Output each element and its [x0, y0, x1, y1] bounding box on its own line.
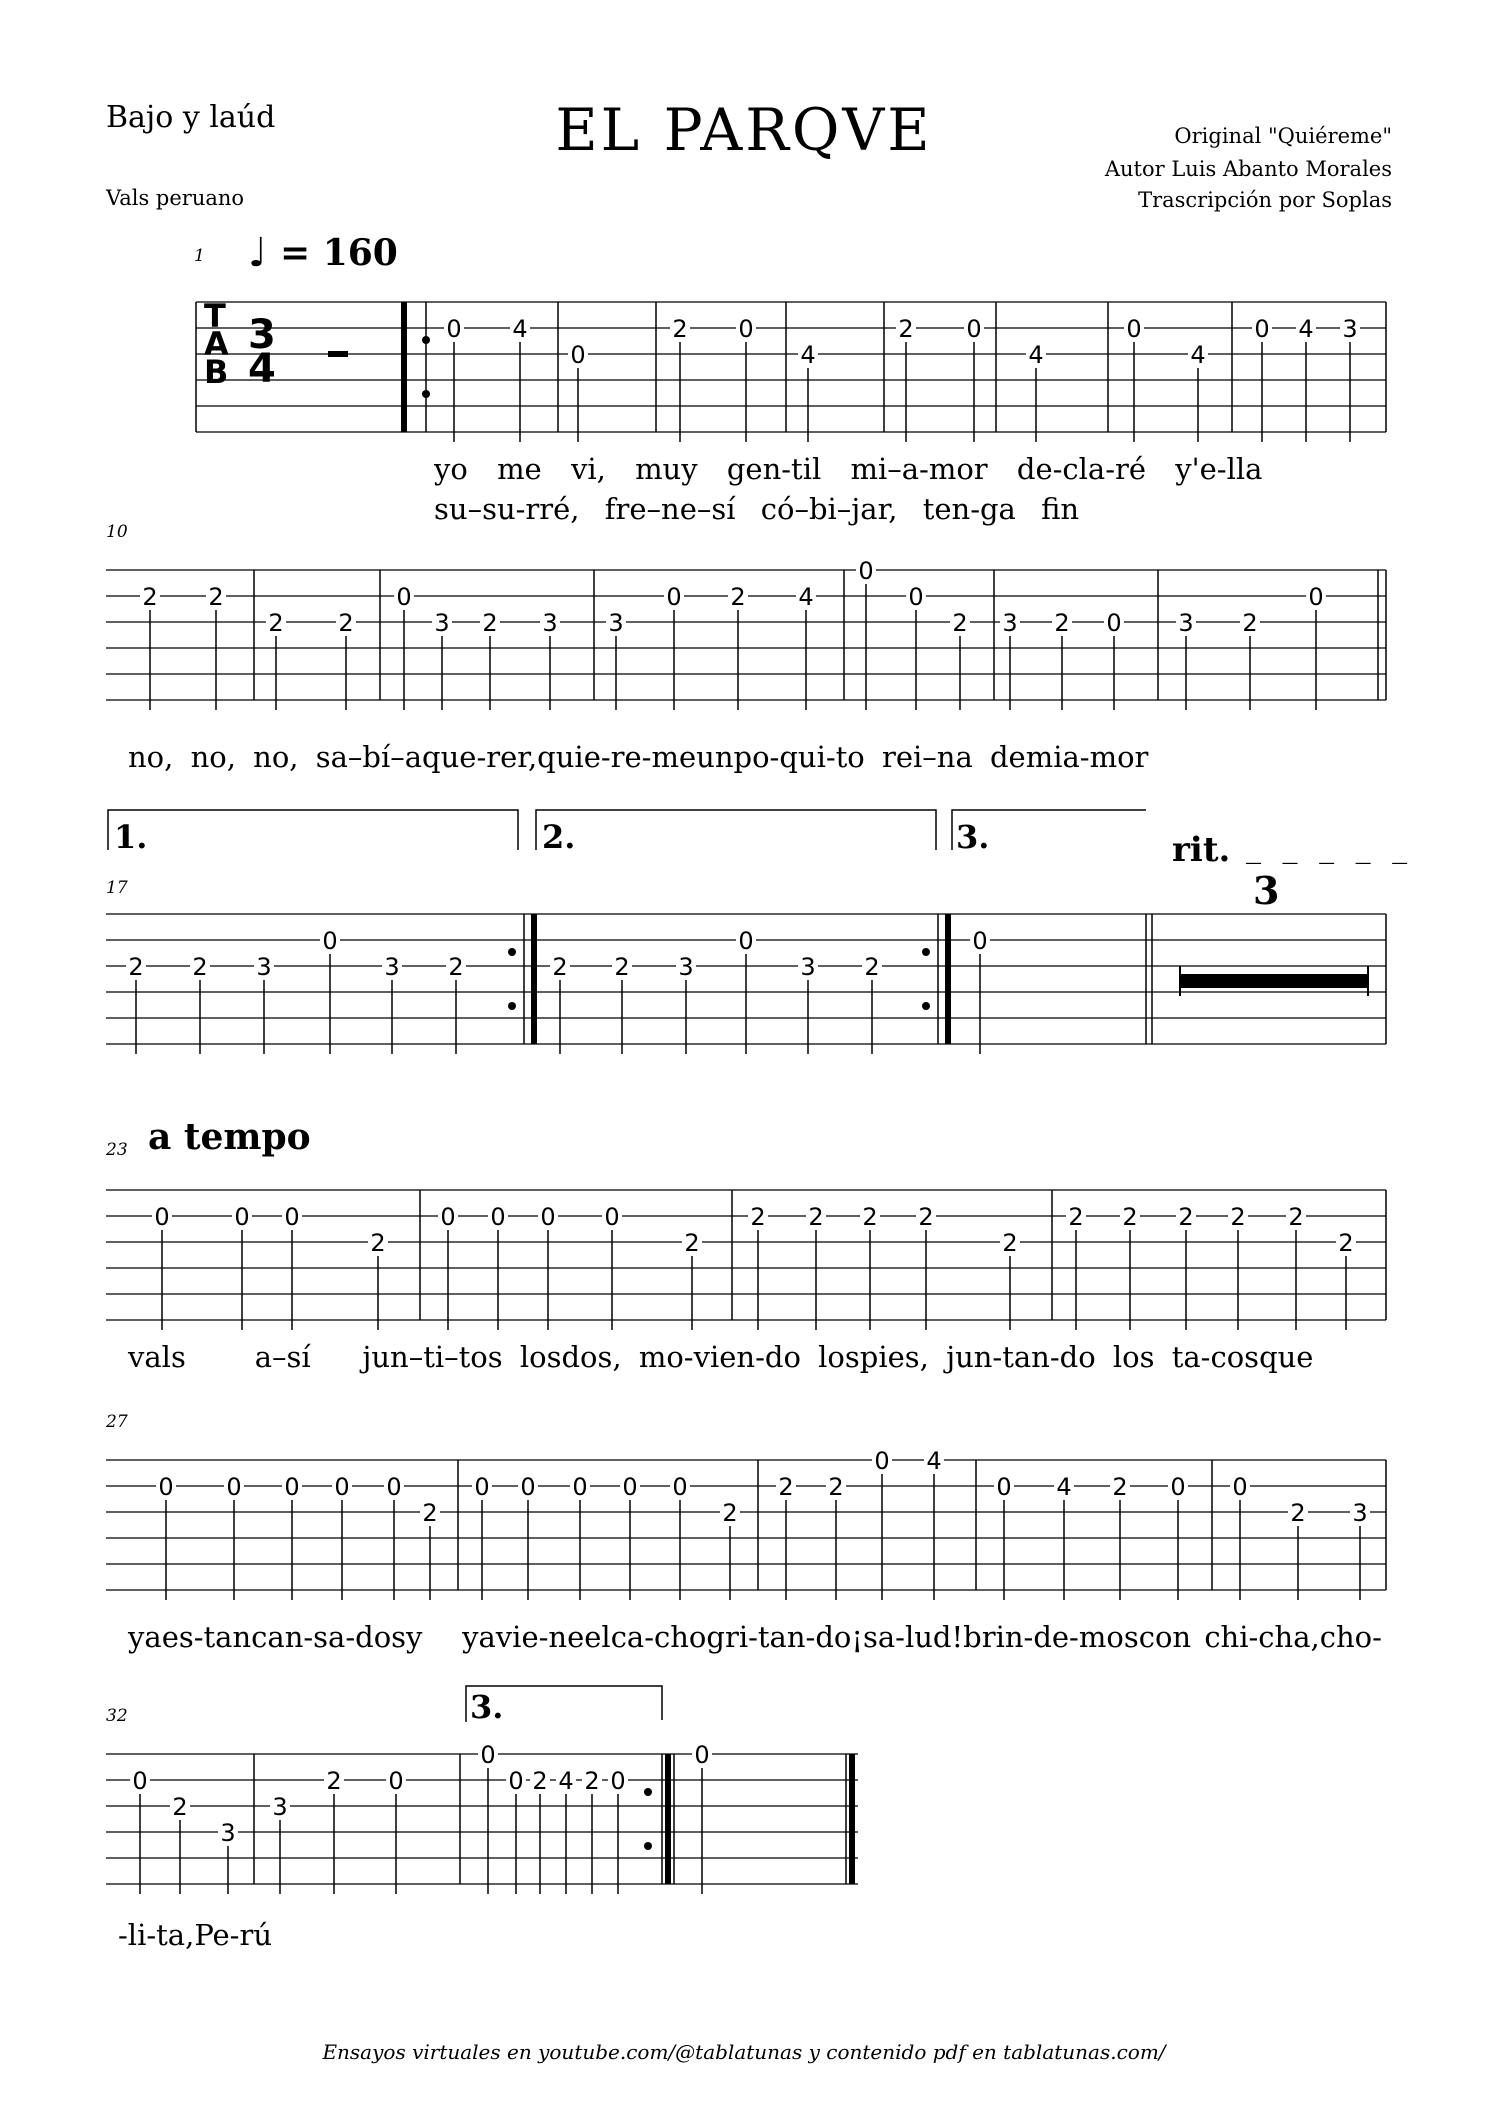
fret-number: 0	[666, 583, 682, 611]
fret-number: 2	[862, 1203, 878, 1231]
fret-number: 3	[542, 609, 558, 637]
fret-number: 2	[338, 609, 354, 637]
fret-number: 3	[608, 609, 624, 637]
tab-clef-b: B	[204, 353, 229, 391]
fret-number: 2	[808, 1203, 824, 1231]
fret-number: 2	[1178, 1203, 1194, 1231]
tuplet-number: 3	[1253, 868, 1280, 913]
measure-number: 32	[106, 1706, 128, 1726]
quarter-note-icon: ♩	[248, 230, 267, 276]
lyrics-system-5: yaes-tancan-sa-dosy yavie-neelca-chogri-tan-do¡sa-lud!brin-de-moscon chi-cha,cho-	[128, 1620, 1382, 1654]
fret-number: 0	[738, 927, 754, 955]
fret-number: 0	[996, 1473, 1012, 1501]
fret-number: 2	[422, 1499, 438, 1527]
fret-number: 3	[384, 953, 400, 981]
fret-number: 3	[678, 953, 694, 981]
measure-number: 27	[106, 1412, 128, 1432]
fret-number: 2	[864, 953, 880, 981]
page-title: EL PARQVE	[555, 96, 933, 164]
fret-number: 0	[132, 1767, 148, 1795]
fret-number: 2	[952, 609, 968, 637]
fret-number: 0	[622, 1473, 638, 1501]
fret-number: 2	[448, 953, 464, 981]
fret-number: 3	[1352, 1499, 1368, 1527]
fret-number: 3	[800, 953, 816, 981]
fret-number: 0	[908, 583, 924, 611]
fret-number: 3	[1342, 315, 1358, 343]
fret-number: 3	[272, 1793, 288, 1821]
fret-number: 0	[284, 1203, 300, 1231]
ending-label: 2.	[542, 818, 576, 856]
fret-number: 0	[396, 583, 412, 611]
fret-number: 3	[220, 1819, 236, 1847]
fret-number: 2	[370, 1229, 386, 1257]
fret-number: 2	[1338, 1229, 1354, 1257]
fret-number: 4	[512, 315, 528, 343]
fret-number: 0	[508, 1767, 524, 1795]
fret-number: 2	[672, 315, 688, 343]
fret-number: 0	[738, 315, 754, 343]
fret-number: 0	[1232, 1473, 1248, 1501]
fret-number: 0	[1170, 1473, 1186, 1501]
fret-number: 0	[388, 1767, 404, 1795]
fret-number: 0	[874, 1447, 890, 1475]
lyrics-system-1-line-1: yo me vi, muy gen-til mi–a-mor de-cla-ré y'e-lla	[434, 452, 1263, 486]
barlines-system-2	[254, 570, 1386, 700]
fret-number: 3	[1002, 609, 1018, 637]
tempo-marking: = 160	[280, 232, 398, 274]
lyrics-system-6: -li-ta,Pe-rú	[118, 1918, 273, 1952]
lyrics-system-4: vals a–sí jun–ti–tos losdos, mo-vien-do lospies, jun-tan-do los ta-cosque	[128, 1340, 1314, 1374]
fret-number: 0	[322, 927, 338, 955]
fret-number: 2	[1054, 609, 1070, 637]
fret-number: 3	[1178, 609, 1194, 637]
fret-number: 4	[800, 341, 816, 369]
fret-number: 2	[1242, 609, 1258, 637]
fret-number: 2	[778, 1473, 794, 1501]
fret-number: 0	[226, 1473, 242, 1501]
footer-note: Ensayos virtuales en youtube.com/@tablatunas y contenido pdf en tablatunas.com/	[322, 2040, 1166, 2064]
fret-number: 2	[1002, 1229, 1018, 1257]
fret-number: 0	[1254, 315, 1270, 343]
fret-number: 2	[750, 1203, 766, 1231]
fret-number: 4	[1190, 341, 1206, 369]
fret-number: 4	[1298, 315, 1314, 343]
fret-number: 2	[684, 1229, 700, 1257]
fret-number: 0	[520, 1473, 536, 1501]
fret-number: 2	[268, 609, 284, 637]
measure-number: 1	[194, 246, 205, 266]
fret-number: 0	[154, 1203, 170, 1231]
fret-number: 3	[256, 953, 272, 981]
measure-number: 10	[106, 522, 128, 542]
fret-number: 2	[918, 1203, 934, 1231]
fret-number: 3	[434, 609, 450, 637]
fret-number: 2	[1068, 1203, 1084, 1231]
fret-number: 0	[234, 1203, 250, 1231]
staff-system-6	[106, 1754, 858, 1884]
fret-number: 2	[552, 953, 568, 981]
credit-transcription: Trascripción por Soplas	[1138, 188, 1392, 212]
fret-number: 2	[192, 953, 208, 981]
lyrics-system-2: no, no, no, sa–bí–aque-rer,quie-re-meunpo-qui-to rei–na demia-mor	[128, 740, 1149, 774]
fret-number: 4	[798, 583, 814, 611]
fret-number: 0	[858, 557, 874, 585]
fret-number: 2	[532, 1767, 548, 1795]
fret-number: 0	[610, 1767, 626, 1795]
tab-clef-a: A	[204, 325, 229, 363]
fret-number: 0	[972, 927, 988, 955]
barlines-system-1	[196, 297, 1386, 432]
fret-number: 2	[1290, 1499, 1306, 1527]
fret-number: 2	[1230, 1203, 1246, 1231]
fret-number: 2	[1112, 1473, 1128, 1501]
fret-number: 2	[208, 583, 224, 611]
note-stems	[136, 342, 1360, 1894]
ending-label: 1.	[114, 818, 148, 856]
time-signature-top: 3	[248, 312, 276, 358]
ending-brackets	[108, 810, 1146, 1722]
fret-number: 2	[898, 315, 914, 343]
fret-number: 4	[558, 1767, 574, 1795]
fret-number: 0	[440, 1203, 456, 1231]
fret-number: 0	[604, 1203, 620, 1231]
fret-number: 2	[1122, 1203, 1138, 1231]
ritardando-marking: rit.	[1172, 830, 1231, 870]
fret-number: 2	[482, 609, 498, 637]
fret-number: 0	[474, 1473, 490, 1501]
fret-number: 4	[926, 1447, 942, 1475]
fret-number: 0	[966, 315, 982, 343]
fret-number: 0	[694, 1741, 710, 1769]
fret-number: 0	[540, 1203, 556, 1231]
tab-clef-t: T	[204, 297, 226, 335]
fret-number: 0	[386, 1473, 402, 1501]
fret-number: 0	[480, 1741, 496, 1769]
fret-number: 0	[1126, 315, 1142, 343]
fret-number: 4	[1056, 1473, 1072, 1501]
style-label: Vals peruano	[106, 186, 245, 210]
fret-numbers	[126, 312, 1370, 1847]
fret-number: 2	[730, 583, 746, 611]
fret-number: 2	[722, 1499, 738, 1527]
fret-number: 2	[326, 1767, 342, 1795]
fret-number: 0	[334, 1473, 350, 1501]
measure-number: 23	[106, 1140, 128, 1160]
instrument-label: Bajo y laúd	[106, 100, 276, 135]
ending-label: 3.	[470, 1688, 504, 1726]
fret-number: 0	[490, 1203, 506, 1231]
fret-number: 0	[446, 315, 462, 343]
fret-number: 2	[614, 953, 630, 981]
fret-number: 0	[1106, 609, 1122, 637]
credit-original: Original "Quiéreme"	[1174, 124, 1392, 148]
fret-number: 0	[158, 1473, 174, 1501]
time-signature-bottom: 4	[248, 346, 276, 392]
fret-number: 4	[1028, 341, 1044, 369]
a-tempo-marking: a tempo	[148, 1116, 311, 1158]
lyrics-system-1-line-2: su–su-rré, fre–ne–sí có–bi–jar, ten-ga fin	[434, 492, 1080, 526]
rit-dash-line: _ _ _ _ _	[1246, 830, 1414, 865]
fret-number: 0	[284, 1473, 300, 1501]
fret-number: 2	[128, 953, 144, 981]
staff-system-1	[196, 297, 1386, 432]
fret-number: 0	[572, 1473, 588, 1501]
fret-number: 0	[1308, 583, 1324, 611]
fret-number: 2	[584, 1767, 600, 1795]
fret-number: 0	[672, 1473, 688, 1501]
fret-number: 2	[828, 1473, 844, 1501]
credit-author: Autor Luis Abanto Morales	[1104, 157, 1392, 181]
ending-label: 3.	[956, 818, 990, 856]
fret-number: 2	[1288, 1203, 1304, 1231]
fret-number: 2	[172, 1793, 188, 1821]
measure-number: 17	[106, 878, 128, 898]
fret-number: 0	[570, 341, 586, 369]
fret-number: 2	[142, 583, 158, 611]
